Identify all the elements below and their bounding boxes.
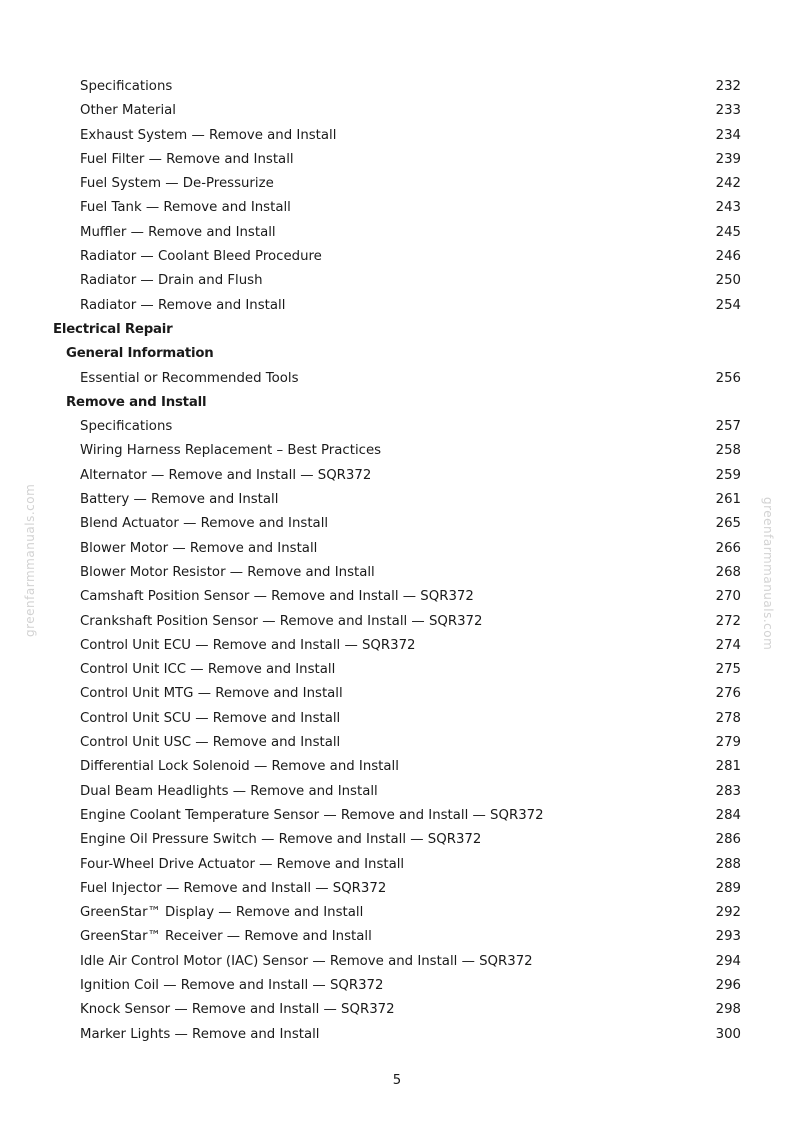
toc-entry-title: Control Unit ICC — Remove and Install — [80, 662, 336, 678]
toc-entry-page: 288 — [715, 856, 741, 872]
toc-entry-title: Marker Lights — Remove and Install — [80, 1026, 320, 1042]
toc-entry-title: Remove and Install — [66, 394, 207, 410]
toc-entry-page: 259 — [715, 467, 741, 483]
toc-entry-title: General Information — [66, 346, 214, 362]
toc-entry[interactable] — [0, 925, 794, 949]
toc-entry[interactable] — [0, 124, 794, 148]
toc-entry-page: 279 — [715, 735, 741, 751]
toc-entry[interactable] — [0, 269, 794, 293]
toc-entry-title: Four-Wheel Drive Actuator — Remove and Install — [80, 856, 405, 872]
toc-entry-title: GreenStar™ Receiver — Remove and Install — [80, 929, 372, 945]
toc-entry[interactable] — [0, 974, 794, 998]
toc-entry-title: Dual Beam Headlights — Remove and Install — [80, 783, 378, 799]
toc-entry-page: 298 — [715, 1002, 741, 1018]
toc-entry-page: 245 — [715, 224, 741, 240]
toc-entry-page: 257 — [715, 419, 741, 435]
toc-entry-title: Ignition Coil — Remove and Install — SQR372 — [80, 977, 384, 993]
toc-entry-page: 281 — [715, 759, 741, 775]
toc-entry[interactable] — [0, 877, 794, 901]
toc-entry-title: Essential or Recommended Tools — [80, 370, 299, 386]
toc-entry[interactable] — [0, 75, 794, 99]
toc-entry[interactable] — [0, 998, 794, 1022]
toc-entry-page: 268 — [715, 564, 741, 580]
toc-entry-page: 243 — [715, 200, 741, 216]
watermark-left: greenfarmmanuals.com — [23, 483, 37, 637]
toc-entry-page: 286 — [715, 832, 741, 848]
toc-entry-page: 254 — [715, 297, 741, 313]
toc-entry-page: 276 — [715, 686, 741, 702]
toc-entry-title: Other Material — [80, 103, 176, 119]
toc-entry-page: 270 — [715, 589, 741, 605]
toc-entry-title: Knock Sensor — Remove and Install — SQR372 — [80, 1002, 395, 1018]
toc-entry-page: 283 — [715, 783, 741, 799]
toc-entry-page: 278 — [715, 710, 741, 726]
toc-entry-page: 233 — [715, 103, 741, 119]
toc-entry-page: 275 — [715, 662, 741, 678]
toc-entry-title: Fuel Filter — Remove and Install — [80, 151, 294, 167]
toc-entry-title: Radiator — Drain and Flush — [80, 273, 263, 289]
toc-entry-title: Fuel Tank — Remove and Install — [80, 200, 291, 216]
toc-entry-page: 234 — [715, 127, 741, 143]
toc-entry-title: Radiator — Remove and Install — [80, 297, 286, 313]
toc-entry-page: 294 — [715, 953, 741, 969]
toc-entry-page: 261 — [715, 492, 741, 508]
toc-entry[interactable] — [0, 512, 794, 536]
toc-entry[interactable] — [0, 780, 794, 804]
toc-entry-title: Engine Oil Pressure Switch — Remove and Install — SQR372 — [80, 832, 482, 848]
toc-entry-title: Crankshaft Position Sensor — Remove and Install — SQR372 — [80, 613, 483, 629]
toc-entry-title: Radiator — Coolant Bleed Procedure — [80, 249, 322, 265]
toc-entry-title: Fuel Injector — Remove and Install — SQR372 — [80, 880, 387, 896]
toc-entry[interactable] — [0, 415, 794, 439]
toc-entry[interactable] — [0, 294, 794, 318]
toc-entry[interactable] — [0, 172, 794, 196]
page-number: 5 — [392, 1073, 402, 1088]
toc-entry-page: 300 — [715, 1026, 741, 1042]
toc-entry[interactable] — [0, 367, 794, 391]
toc-entry-page: 258 — [715, 443, 741, 459]
toc-entry-page: 246 — [715, 249, 741, 265]
toc-entry-page: 296 — [715, 977, 741, 993]
toc-entry-page: 292 — [715, 905, 741, 921]
toc-entry-page: 284 — [715, 807, 741, 823]
toc-entry-title: Alternator — Remove and Install — SQR372 — [80, 467, 372, 483]
toc-entry-title: Camshaft Position Sensor — Remove and Install — SQR372 — [80, 589, 474, 605]
toc-entry[interactable] — [0, 245, 794, 269]
toc-entry-page: 272 — [715, 613, 741, 629]
toc-entry-page: 250 — [715, 273, 741, 289]
toc-entry[interactable] — [0, 901, 794, 925]
toc-entry-title: Blend Actuator — Remove and Install — [80, 516, 329, 532]
toc-section-heading[interactable] — [0, 318, 794, 342]
toc-entry[interactable] — [0, 731, 794, 755]
toc-entry[interactable] — [0, 561, 794, 585]
toc-entry[interactable] — [0, 585, 794, 609]
toc-entry-title: Control Unit ECU — Remove and Install — SQR372 — [80, 637, 416, 653]
toc-entry-page: 274 — [715, 637, 741, 653]
toc-entry-page: 289 — [715, 880, 741, 896]
toc-entry[interactable] — [0, 537, 794, 561]
toc-entry-page: 242 — [715, 176, 741, 192]
toc-entry-title: Control Unit SCU — Remove and Install — [80, 710, 341, 726]
toc-entry-page: 239 — [715, 151, 741, 167]
toc-entry-title: Specifications — [80, 419, 173, 435]
toc-entry-title: Control Unit MTG — Remove and Install — [80, 686, 343, 702]
toc-entry-page: 265 — [715, 516, 741, 532]
toc-entry[interactable] — [0, 610, 794, 634]
toc-entry-title: Differential Lock Solenoid — Remove and Install — [80, 759, 399, 775]
toc-entry-page: 266 — [715, 540, 741, 556]
toc-entry-page: 232 — [715, 79, 741, 94]
watermark-right: greenfarmmanuals.com — [761, 497, 775, 651]
toc-entry[interactable] — [0, 148, 794, 172]
toc-entry[interactable] — [0, 828, 794, 852]
toc-entry[interactable] — [0, 1023, 794, 1047]
toc-section-heading[interactable] — [0, 342, 794, 366]
toc-entry[interactable] — [0, 804, 794, 828]
toc-entry-title: Specifications — [80, 79, 173, 94]
table-of-contents — [0, 75, 794, 1047]
toc-entry-title: Electrical Repair — [53, 321, 173, 337]
toc-entry[interactable] — [0, 196, 794, 220]
toc-entry-title: Blower Motor — Remove and Install — [80, 540, 318, 556]
toc-entry[interactable] — [0, 634, 794, 658]
toc-entry[interactable] — [0, 99, 794, 123]
toc-entry-title: Muffler — Remove and Install — [80, 224, 276, 240]
toc-entry[interactable] — [0, 707, 794, 731]
toc-entry[interactable] — [0, 682, 794, 706]
toc-entry[interactable] — [0, 464, 794, 488]
toc-entry-title: Battery — Remove and Install — [80, 492, 279, 508]
toc-entry[interactable] — [0, 439, 794, 463]
toc-entry-title: Exhaust System — Remove and Install — [80, 127, 337, 143]
toc-entry-title: Blower Motor Resistor — Remove and Install — [80, 564, 375, 580]
toc-entry-title: GreenStar™ Display — Remove and Install — [80, 905, 364, 921]
toc-entry-title: Wiring Harness Replacement – Best Practices — [80, 443, 382, 459]
toc-entry-page: 293 — [715, 929, 741, 945]
toc-entry-title: Control Unit USC — Remove and Install — [80, 735, 341, 751]
toc-section-heading[interactable] — [0, 391, 794, 415]
toc-entry[interactable] — [0, 221, 794, 245]
toc-entry[interactable] — [0, 950, 794, 974]
toc-entry-title: Engine Coolant Temperature Sensor — Remove and Install — SQR372 — [80, 807, 544, 823]
toc-entry[interactable] — [0, 658, 794, 682]
toc-entry-page: 256 — [715, 370, 741, 386]
toc-entry[interactable] — [0, 755, 794, 779]
toc-entry[interactable] — [0, 853, 794, 877]
toc-entry-title: Fuel System — De-Pressurize — [80, 176, 274, 192]
toc-entry[interactable] — [0, 488, 794, 512]
toc-entry-title: Idle Air Control Motor (IAC) Sensor — Remove and Install — SQR372 — [80, 953, 533, 969]
